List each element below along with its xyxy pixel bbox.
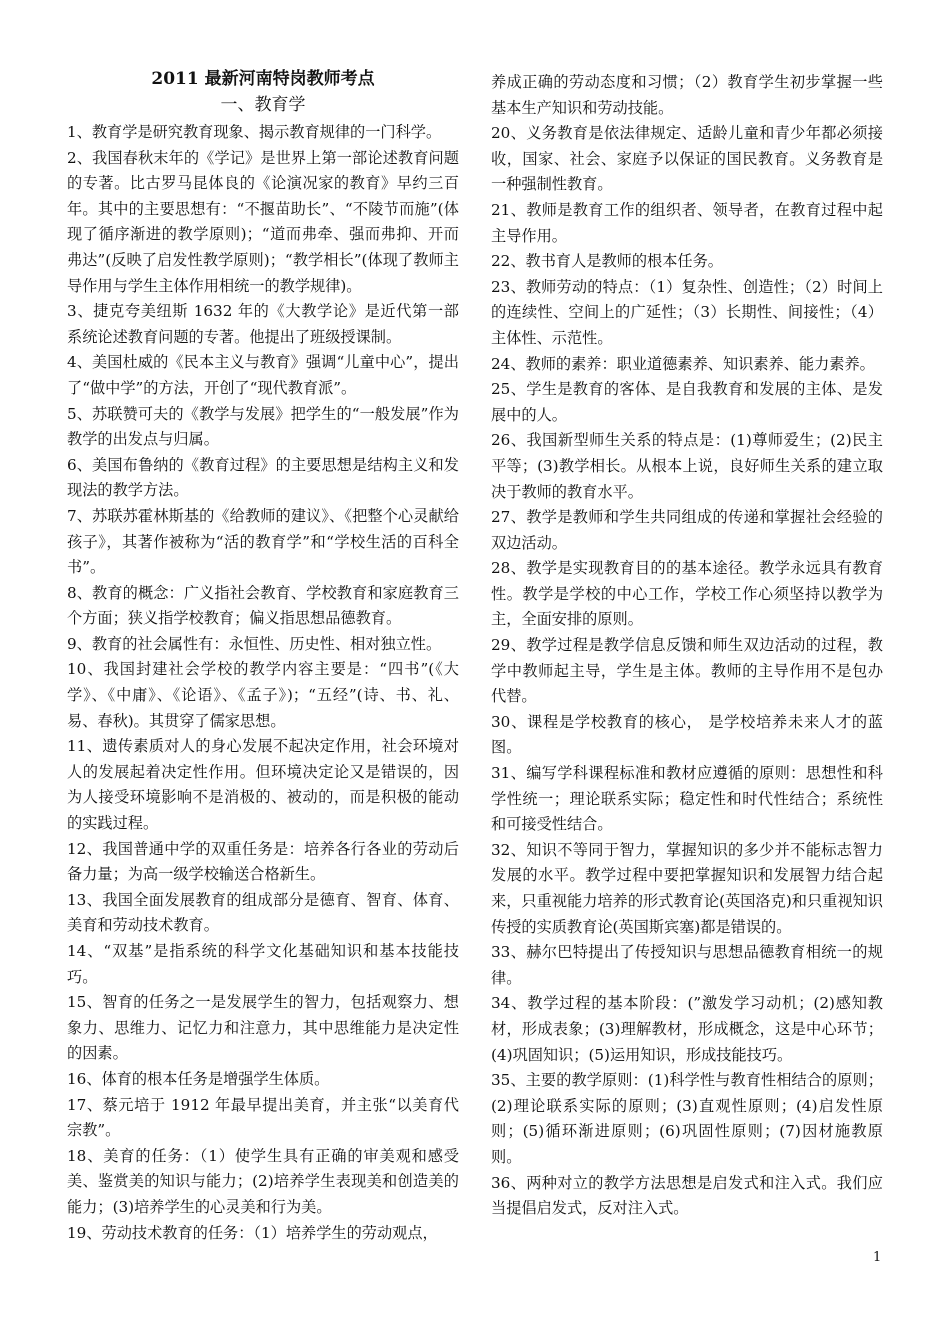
list-item: 27、教学是教师和学生共同组成的传递和掌握社会经验的双边活动。 [491,508,883,552]
list-item: 10、我国封建社会学校的教学内容主要是：“四书”(《大学》、《中庸》、《论语》、《孟子》)；“五经”(诗、书、礼、易、春秋)。其贯穿了儒家思想。 [67,660,459,730]
right-item-list [491,70,883,1222]
list-item: 22、教书育人是教师的根本任务。 [491,252,723,271]
list-item: 29、教学过程是教学信息反馈和师生双边活动的过程，教学中教师起主导，学生是主体。教师的主导作用不是包办代替。 [491,636,883,706]
list-item: 6、美国布鲁纳的《教育过程》的主要思想是结构主义和发现法的教学方法。 [67,455,459,500]
list-item: 30、课程是学校教育的核心， 是学校培养未来人才的蓝图。 [491,712,883,757]
list-item: 21、教师是教育工作的组织者、领导者，在教育过程中起主导作用。 [491,200,883,245]
list-item: 13、我国全面发展教育的组成部分是德育、智育、体育、美育和劳动技术教育。 [67,890,459,935]
list-item: 32、知识不等同于智力，掌握知识的多少并不能标志智力发展的水平。教学过程中要把掌握知识和发展智力结合起来，只重视能力培养的形式教育论(英国洛克)和只重视知识传授的实质教育论(英国斯宾塞)都是错误的。 [491,840,883,936]
list-item: 33、赫尔巴特提出了传授知识与思想品德教育相统一的规律。 [491,943,883,987]
list-item: 15、智育的任务之一是发展学生的智力，包括观察力、想象力、思维力、记忆力和注意力，其中思维能力是决定性的因素。 [67,993,459,1063]
list-item: 12、我国普通中学的双重任务是：培养各行各业的劳动后备力量；为高一级学校输送合格新生。 [67,839,459,884]
list-item: 19、劳动技术教育的任务：（1）培养学生的劳动观点， [67,1223,438,1242]
list-item: 7、苏联苏霍林斯基的《给教师的建议》、《把整个心灵献给孩子》，其著作被称为“活的教育学”和“学校生活的百科全书”。 [67,506,459,577]
page-number: 1 [873,1250,882,1265]
list-item: 31、编写学科课程标准和教材应遵循的原则：思想性和科学性统一；理论联系实际；稳定性和时代性结合；系统性和可接受性结合。 [491,764,883,834]
list-item: 23、教师劳动的特点：（1）复杂性、创造性；（2）时间上的连续性、空间上的广延性；（3）长期性、间接性；（4）主体性、示范性。 [491,277,883,347]
right-column [491,70,883,1222]
section-heading: 一、教育学 [220,95,306,115]
list-item: 34、教学过程的基本阶段：(”激发学习动机；(2)感知教材，形成表象；(3)理解教材，形成概念，这是中心环节；(4)巩固知识；(5)运用知识，形成技能技巧。 [491,994,883,1064]
list-item: 17、蔡元培于 1912 年最早提出美育，并主张“以美育代宗教”。 [67,1095,459,1140]
left-column [67,66,459,1246]
list-item: 14、“双基”是指系统的科学文化基础知识和基本技能技巧。 [67,942,459,986]
list-item: 1、教育学是研究教育现象、揭示教育规律的一门科学。 [67,123,442,141]
list-item: 9、教育的社会属性有：永恒性、历史性、相对独立性。 [67,634,442,653]
left-item-list [67,120,459,1246]
list-item: 11、遗传素质对人的身心发展不起决定作用，社会环境对人的发展起着决定性作用。但环境决定论又是错误的，因为人接受环境影响不是消极的、被动的，而是积极的能动的实践过程。 [67,737,459,833]
list-item: 4、美国杜威的《民本主义与教育》强调“儿童中心”，提出了“做中学”的方法，开创了“现代教育派”。 [67,353,459,397]
list-item: 35、主要的教学原则：(1)科学性与教育性相结合的原则；(2)理论联系实际的原则；(3)直观性原则；(4)启发性原则；(5)循环渐进原则；(6)巩固性原则；(7)因材施教原则。 [491,1071,883,1166]
list-item: 18、美育的任务：（1）使学生具有正确的审美观和感受美、鉴赏美的知识与能力；(2)培养学生表现美和创造美的能力；(3)培养学生的心灵美和行为美。 [67,1146,459,1216]
list-item: 24、教师的素养：职业道德素养、知识素养、能力素养。 [491,354,875,373]
list-item: 25、学生是教育的客体、是自我教育和发展的主体、是发展中的人。 [491,380,883,424]
list-item: 5、苏联赞可夫的《教学与发展》把学生的“一般发展”作为教学的出发点与归属。 [67,404,459,449]
list-item: 8、教育的概念：广义指社会教育、学校教育和家庭教育三个方面；狭义指学校教育；偏义指思想品德教育。 [67,583,459,628]
list-item: 16、体育的根本任务是增强学生体质。 [67,1069,330,1088]
list-item: 26、我国新型师生关系的特点是：(1)尊师爱生；(2)民主平等；(3)教学相长。从根本上说，良好师生关系的建立取决于教师的教育水平。 [491,431,883,501]
list-item: 20、义务教育是依法律规定、适龄儿童和青少年都必须接收，国家、社会、家庭予以保证的国民教育。义务教育是一种强制性教育。 [491,124,883,194]
list-item: 2、我国春秋末年的《学记》是世界上第一部论述教育问题的专著。比古罗马昆体良的《论演况家的教育》早约三百年。其中的主要思想有：“不揠苗助长”、“不陵节而施”(体现了循序渐进的教学原则)；“道而弗牵、强而弗抑、开而弗达”(反映了启发性教学原则)；“教学相长”(体现了教师主导作用与学生主体作用相统一的教学规律)。 [67,148,459,295]
list-item: 36、两种对立的教学方法思想是启发式和注入式。我们应当提倡启发式，反对注入式。 [491,1173,883,1218]
list-item: 养成正确的劳动态度和习惯；（2）教育学生初步掌握一些基本生产知识和劳动技能。 [491,73,883,117]
list-item: 3、捷克夸美纽斯 1632 年的《大教学论》是近代第一部系统论述教育问题的专著。他提出了班级授课制。 [67,302,459,346]
list-item: 28、教学是实现教育目的的基本途径。教学永远具有教育性。教学是学校的中心工作，学校工作心须坚持以教学为主，全面安排的原则。 [491,559,883,629]
document-title: 2011 最新河南特岗教师考点 [151,69,375,89]
